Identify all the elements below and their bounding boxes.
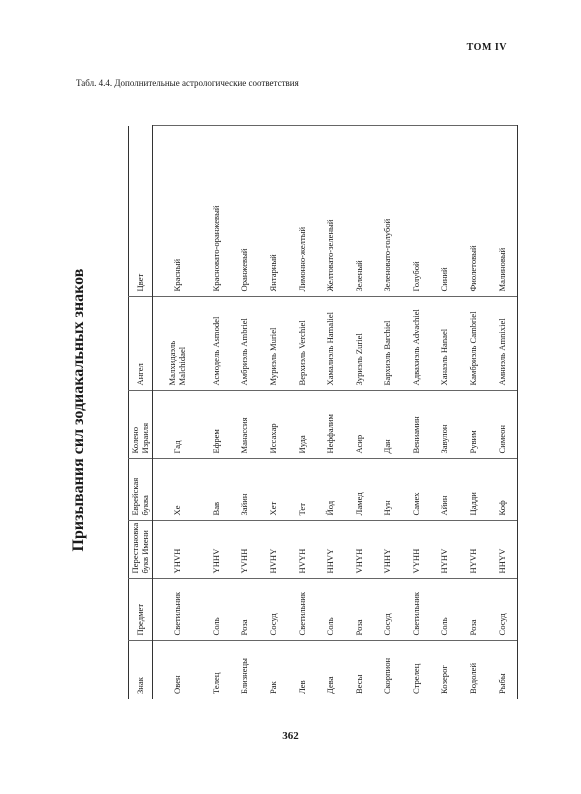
table-cell: Сосуд <box>260 579 289 641</box>
table-cell: Амниэль Amnixiel <box>488 297 518 391</box>
table-cell: YHHV <box>203 521 232 579</box>
table-cell: Красный <box>153 126 203 297</box>
table-cell: Красновато-оранжевый <box>203 126 232 297</box>
table-cell: Тет <box>288 459 317 521</box>
table-row <box>231 126 260 699</box>
volume-header: ТОМ IV <box>466 42 507 53</box>
table-cell: Стрелец <box>402 641 431 699</box>
column-header: Знак <box>129 641 153 699</box>
table-cell: Симеон <box>488 391 518 459</box>
table-cell: Роза <box>459 579 488 641</box>
table-cell: Гад <box>153 391 203 459</box>
table-row <box>203 126 232 699</box>
table-row <box>345 126 374 699</box>
table-cell: Рыбы <box>488 641 518 699</box>
table-cell: HVYH <box>288 521 317 579</box>
column-header: Ангел <box>129 297 153 391</box>
table-cell: Коф <box>488 459 518 521</box>
table-cell: Рувим <box>459 391 488 459</box>
table-row <box>374 126 403 699</box>
table-cell: Ханаэль Hanael <box>431 297 460 391</box>
table-cell: Лимонно-желтый <box>288 126 317 297</box>
table-cell: Синий <box>431 126 460 297</box>
table-cell: Завулон <box>431 391 460 459</box>
table-cell: Желтовато-зеленый <box>317 126 346 297</box>
table-cell: Хамалиэль Hamaliel <box>317 297 346 391</box>
table-cell: VYHH <box>402 521 431 579</box>
table-cell: Соль <box>203 579 232 641</box>
table-cell: Овен <box>153 641 203 699</box>
table-row <box>153 126 203 699</box>
table-row <box>288 126 317 699</box>
table-cell: Лев <box>288 641 317 699</box>
table-cell: Зуриэль Zuriel <box>345 297 374 391</box>
table-cell: Зайин <box>231 459 260 521</box>
table-cell: Самех <box>402 459 431 521</box>
table-cell: VHYH <box>345 521 374 579</box>
table-cell: Соль <box>431 579 460 641</box>
table-cell: Айин <box>431 459 460 521</box>
table-body <box>153 126 518 699</box>
table-cell: Малиновый <box>488 126 518 297</box>
table-row <box>459 126 488 699</box>
table-cell: Хет <box>260 459 289 521</box>
table-cell: Зеленый <box>345 126 374 297</box>
table-cell: YHVH <box>153 521 203 579</box>
table-cell: Манассия <box>231 391 260 459</box>
table-row <box>431 126 460 699</box>
table-cell: Роза <box>345 579 374 641</box>
table-cell: VHHY <box>374 521 403 579</box>
column-header: Предмет <box>129 579 153 641</box>
table-cell: Соль <box>317 579 346 641</box>
table-cell: Йод <box>317 459 346 521</box>
table-cell: Вав <box>203 459 232 521</box>
table-cell: YVHH <box>231 521 260 579</box>
table-cell: Камбриэль Cambriel <box>459 297 488 391</box>
table-cell: Козерог <box>431 641 460 699</box>
table-cell: Муриэль Muriel <box>260 297 289 391</box>
table-cell: Роза <box>231 579 260 641</box>
table-cell: Асмодель Asmodel <box>203 297 232 391</box>
column-header: Перестановка букв Имени <box>129 521 153 579</box>
table-cell: Скорпион <box>374 641 403 699</box>
table-cell: Сосуд <box>374 579 403 641</box>
table-cell: Оранжевый <box>231 126 260 297</box>
column-header: Еврейская буква <box>129 459 153 521</box>
column-header: Колено Израиля <box>129 391 153 459</box>
table-cell: Телец <box>203 641 232 699</box>
table-cell: Неффалим <box>317 391 346 459</box>
table-cell: Амбриэль Ambriel <box>231 297 260 391</box>
table-cell: Голубой <box>402 126 431 297</box>
table-cell: Асир <box>345 391 374 459</box>
table-cell: Нун <box>374 459 403 521</box>
table-cell: Светильник <box>153 579 203 641</box>
table-row <box>317 126 346 699</box>
table-cell: HYVH <box>459 521 488 579</box>
table-cell: HHYV <box>488 521 518 579</box>
table-cell: Светильник <box>288 579 317 641</box>
table-cell: Хе <box>153 459 203 521</box>
table-row <box>260 126 289 699</box>
table-cell: Иуда <box>288 391 317 459</box>
table-header-row <box>129 126 153 699</box>
table-cell: Ламед <box>345 459 374 521</box>
table-cell: Дан <box>374 391 403 459</box>
table-title: Призывания сил зодиакальных знаков <box>70 268 87 552</box>
correspondence-table <box>128 126 518 700</box>
table-cell: Зеленовато-голубой <box>374 126 403 297</box>
table-cell: Янтарный <box>260 126 289 297</box>
table-cell: Цадди <box>459 459 488 521</box>
table-cell: Адвахиэль Advachiel <box>402 297 431 391</box>
table-cell: HHVY <box>317 521 346 579</box>
table-cell: Вениамин <box>402 391 431 459</box>
table-cell: Рак <box>260 641 289 699</box>
table-caption: Табл. 4.4. Дополнительные астрологические соответствия <box>76 78 299 88</box>
table-cell: Ефрем <box>203 391 232 459</box>
table-row <box>488 126 518 699</box>
table-cell: Сосуд <box>488 579 518 641</box>
table-cell: Бархиэль Barchiel <box>374 297 403 391</box>
table-cell: Водолей <box>459 641 488 699</box>
table-cell: Верхиэль Verchiel <box>288 297 317 391</box>
column-header: Цвет <box>129 126 153 297</box>
table-cell: Фиолетовый <box>459 126 488 297</box>
table-cell: HYHV <box>431 521 460 579</box>
table-cell: Дева <box>317 641 346 699</box>
table-cell: Малхидаэль Malchidael <box>153 297 203 391</box>
table-cell: Весы <box>345 641 374 699</box>
table-cell: Близнецы <box>231 641 260 699</box>
table-cell: HVHY <box>260 521 289 579</box>
table-row <box>402 126 431 699</box>
table-cell: Иссахар <box>260 391 289 459</box>
page-number: 362 <box>282 730 299 742</box>
rotated-table-container <box>128 126 518 699</box>
table-cell: Светильник <box>402 579 431 641</box>
